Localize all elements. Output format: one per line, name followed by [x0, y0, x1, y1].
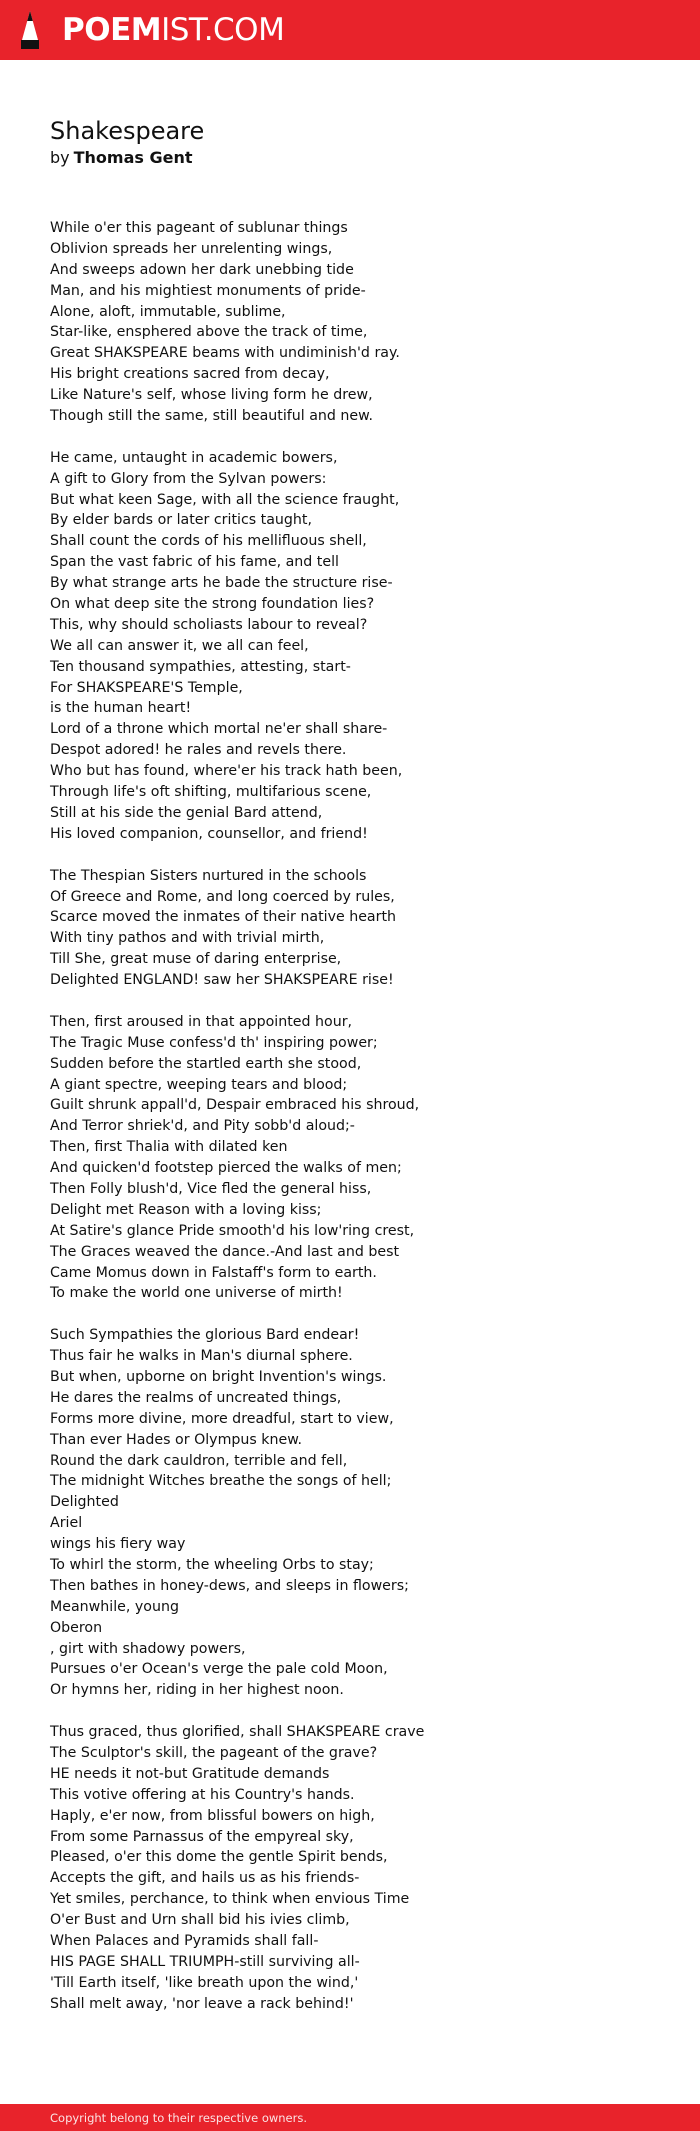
poem-line: Man, and his mightiest monuments of pride-: [50, 282, 366, 299]
poem-line: Then Folly blush'd, Vice fled the general hiss,: [50, 1180, 372, 1197]
poem-line: Thus fair he walks in Man's diurnal sphere.: [50, 1348, 353, 1365]
poem-line: The Tragic Muse confess'd th' inspiring power;: [50, 1034, 378, 1051]
poem-line: Accepts the gift, and hails us as his friends-: [50, 1870, 360, 1887]
poem-line: Came Momus down in Falstaff's form to earth.: [50, 1264, 377, 1281]
copyright-text: Copyright belong to their respective owners.: [50, 2111, 308, 2125]
stanza: [50, 1722, 670, 2014]
poem-line: Alone, aloft, immutable, sublime,: [50, 303, 286, 320]
poem-line: From some Parnassus of the empyreal sky,: [50, 1828, 354, 1845]
poem-line: This, why should scholiasts labour to reveal?: [50, 616, 368, 633]
stanza: [50, 1012, 670, 1304]
poem-line: Like Nature's self, whose living form he drew,: [50, 387, 373, 404]
poem-line: Span the vast fabric of his fame, and tell: [50, 554, 339, 571]
poem-line: Shall melt away, 'nor leave a rack behind!': [50, 1995, 354, 2012]
poem-line: 'Till Earth itself, 'like breath upon the wind,': [50, 1974, 359, 1991]
poem-line: , girt with shadowy powers,: [50, 1640, 246, 1657]
stanza: [50, 1325, 670, 1701]
poem-line: But what keen Sage, with all the science fraught,: [50, 491, 400, 508]
poem-line: Oberon: [50, 1619, 103, 1636]
poem-line: Delight met Reason with a loving kiss;: [50, 1201, 322, 1218]
poem-line: And sweeps adown her dark unebbing tide: [50, 261, 354, 278]
poem-line: Haply, e'er now, from blissful bowers on high,: [50, 1807, 375, 1824]
poem-line: Such Sympathies the glorious Bard endear!: [50, 1327, 360, 1344]
poem-line: Meanwhile, young: [50, 1598, 179, 1615]
poem-line: His loved companion, counsellor, and friend!: [50, 825, 368, 842]
poem-line: Ariel: [50, 1515, 83, 1532]
poem-line: By what strange arts he bade the structure rise-: [50, 575, 393, 592]
poem-line: Delighted: [50, 1494, 119, 1511]
poem-line: With tiny pathos and with trivial mirth,: [50, 930, 325, 947]
poem-line: On what deep site the strong foundation lies?: [50, 596, 375, 613]
poem-line: Still at his side the genial Bard attend,: [50, 804, 323, 821]
byline: [50, 146, 193, 170]
poem-line: wings his fiery way: [50, 1536, 186, 1553]
poem-line: HE needs it not-but Gratitude demands: [50, 1765, 330, 1782]
poem-line: Then bathes in honey-dews, and sleeps in flowers;: [50, 1577, 409, 1594]
poem-line: Or hymns her, riding in her highest noon.: [50, 1682, 344, 1699]
poem-line: Then, first aroused in that appointed hour,: [50, 1013, 353, 1030]
poem-line: When Palaces and Pyramids shall fall-: [50, 1933, 319, 1950]
poem-line: Great SHAKSPEARE beams with undiminish'd ray.: [50, 345, 400, 362]
poem-line: HIS PAGE SHALL TRIUMPH-still surviving all-: [50, 1953, 360, 1970]
poem-line: And Terror shriek'd, and Pity sobb'd aloud;-: [50, 1118, 355, 1135]
poem-line: For SHAKSPEARE'S Temple,: [50, 679, 243, 696]
poem-line: He dares the realms of uncreated things,: [50, 1389, 342, 1406]
poem-line: To whirl the storm, the wheeling Orbs to stay;: [50, 1557, 374, 1573]
poem-line: Till She, great muse of daring enterprise,: [50, 951, 342, 968]
poem-line: Than ever Hades or Olympus knew.: [50, 1431, 303, 1448]
logo-text-light: IST.COM: [161, 12, 285, 48]
poem-line: The Sculptor's skill, the pageant of the grave?: [50, 1745, 378, 1762]
poem-line: Through life's oft shifting, multifarious scene,: [50, 784, 372, 801]
poem-line: Yet smiles, perchance, to think when envious Time: [50, 1891, 410, 1908]
stanza: [50, 218, 670, 427]
poem-line: Thus graced, thus glorified, shall SHAKSPEARE crave: [50, 1724, 425, 1741]
poem-line: He came, untaught in academic bowers,: [50, 449, 338, 466]
poem-line: Though still the same, still beautiful and new.: [50, 408, 373, 425]
poem-line: But when, upborne on bright Invention's wings.: [50, 1368, 387, 1385]
poem-line: To make the world one universe of mirth!: [50, 1285, 343, 1302]
logo-text-strong: POEM: [62, 12, 162, 48]
poem-line: By elder bards or later critics taught,: [50, 512, 312, 529]
poem-line: Of Greece and Rome, and long coerced by rules,: [50, 888, 395, 905]
poem-line: Lord of a throne which mortal ne'er shall share-: [50, 721, 388, 738]
poem-line: The Graces weaved the dance.-And last and best: [50, 1243, 400, 1260]
poem-line: Scarce moved the inmates of their native hearth: [50, 909, 397, 926]
site-footer: [0, 2104, 700, 2131]
poem-line: O'er Bust and Urn shall bid his ivies climb,: [50, 1912, 350, 1929]
poem-line: This votive offering at his Country's hands.: [50, 1786, 355, 1803]
poem-line: Sudden before the startled earth she stood,: [50, 1055, 362, 1072]
poem-line: Round the dark cauldron, terrible and fell,: [50, 1452, 348, 1469]
poem-line: Pursues o'er Ocean's verge the pale cold Moon,: [50, 1661, 388, 1678]
stanza: [50, 866, 670, 991]
poem-line: Pleased, o'er this dome the gentle Spirit bends,: [50, 1849, 388, 1866]
poem-line: The Thespian Sisters nurtured in the schools: [50, 867, 367, 884]
by-label: by: [50, 148, 70, 167]
poem-line: Who but has found, where'er his track hath been,: [50, 763, 403, 780]
poem-title: Shakespeare: [50, 117, 205, 145]
poem-line: Ten thousand sympathies, attesting, start-: [50, 658, 351, 675]
poem-line: Despot adored! he rales and revels there.: [50, 742, 347, 759]
poem-line: Delighted ENGLAND! saw her SHAKSPEARE rise!: [50, 972, 394, 989]
poem-line: And quicken'd footstep pierced the walks of men;: [50, 1160, 402, 1177]
poem-line: His bright creations sacred from decay,: [50, 366, 330, 383]
site-header: [0, 0, 700, 60]
poem-body: [50, 218, 670, 2015]
poem-line: We all can answer it, we all can feel,: [50, 637, 309, 654]
poem-line: The midnight Witches breathe the songs of hell;: [50, 1473, 392, 1490]
poem-line: Guilt shrunk appall'd, Despair embraced his shroud,: [50, 1097, 420, 1114]
poem-line: Forms more divine, more dreadful, start to view,: [50, 1410, 394, 1427]
stanza: [50, 448, 670, 845]
site-logo[interactable]: [62, 10, 284, 50]
poem-line: Star-like, ensphered above the track of time,: [50, 324, 368, 341]
poem-line: is the human heart!: [50, 700, 192, 717]
poem-line: Then, first Thalia with dilated ken: [50, 1139, 288, 1156]
poem-line: Shall count the cords of his mellifluous shell,: [50, 533, 367, 550]
poem-line: At Satire's glance Pride smooth'd his low'ring crest,: [50, 1222, 415, 1239]
poem-line: Oblivion spreads her unrelenting wings,: [50, 240, 333, 257]
poem-line: While o'er this pageant of sublunar things: [50, 220, 348, 236]
author-name[interactable]: Thomas Gent: [73, 148, 193, 167]
pencil-logo-icon[interactable]: [17, 10, 43, 50]
poem-line: A gift to Glory from the Sylvan powers:: [50, 470, 327, 487]
poem-line: A giant spectre, weeping tears and blood;: [50, 1076, 348, 1093]
